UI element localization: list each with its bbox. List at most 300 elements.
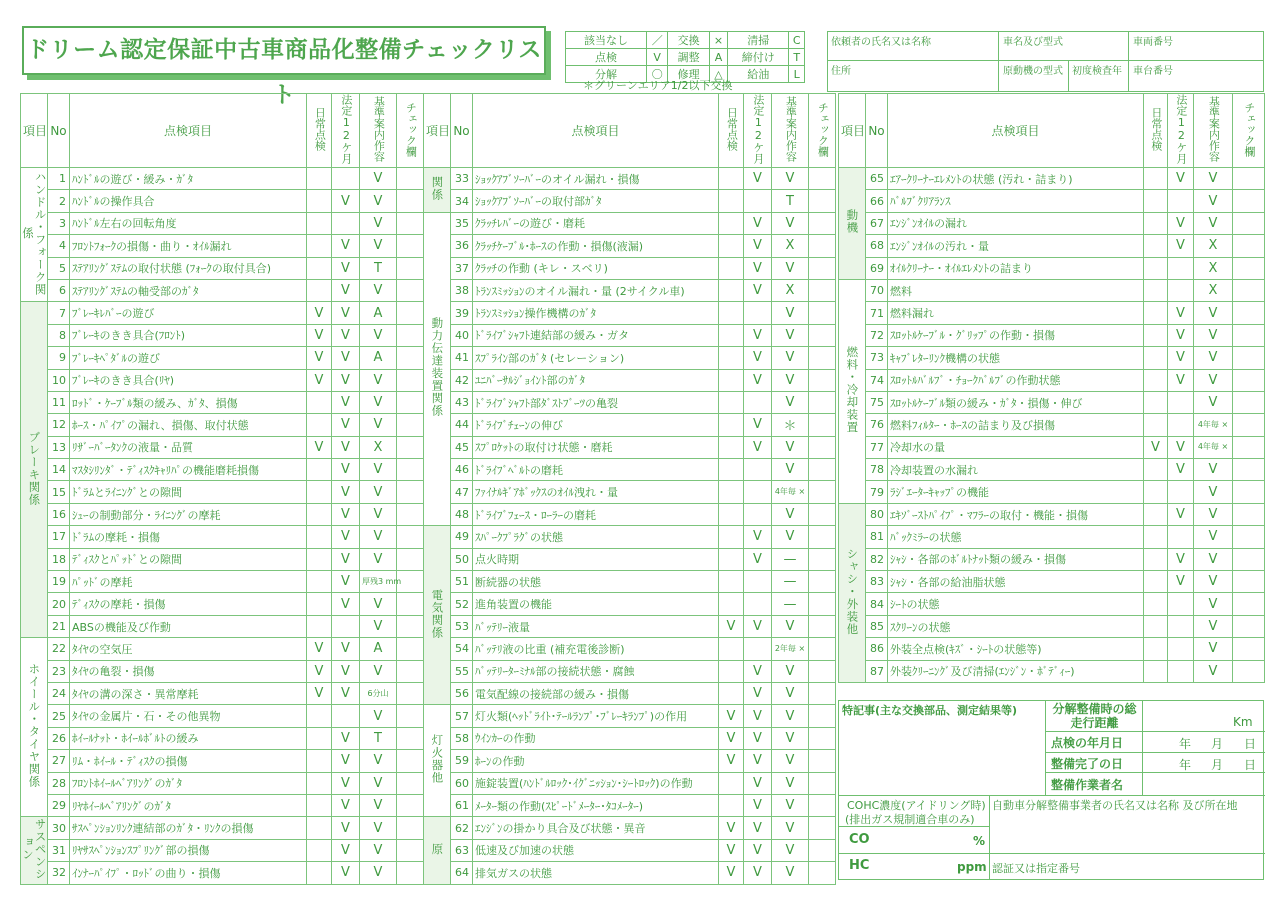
check-cell[interactable] — [809, 347, 836, 369]
category-label: 灯火器他 — [430, 734, 445, 785]
check-cell[interactable] — [809, 257, 836, 279]
standard-mark: V — [360, 235, 397, 257]
daily-mark: V — [1144, 436, 1168, 458]
check-cell[interactable] — [397, 436, 424, 458]
daily-mark: V — [307, 347, 332, 369]
item-text: ｽﾌﾟﾗｲﾝ部のｶﾞﾀ (セレーション) — [473, 347, 719, 369]
daily-mark — [307, 481, 332, 503]
client-name-field[interactable]: 依頼者の氏名又は名称 — [831, 37, 931, 48]
check-cell[interactable] — [1233, 615, 1265, 637]
item-number: 16 — [48, 503, 70, 525]
check-cell[interactable] — [1233, 548, 1265, 570]
check-cell[interactable] — [809, 839, 836, 861]
header-item: 項目 — [424, 94, 451, 168]
category-label: シャシ・外装他 — [845, 547, 860, 636]
standard-mark: V — [772, 660, 809, 682]
header-daily — [307, 94, 332, 168]
item-number: 22 — [48, 638, 70, 660]
check-cell[interactable] — [397, 369, 424, 391]
item-text: ｽﾛｯﾄﾙｹｰﾌﾞﾙ・ｸﾞﾘｯﾌﾟの作動・損傷 — [888, 324, 1144, 346]
check-cell[interactable] — [397, 705, 424, 727]
standard-mark: V — [360, 190, 397, 212]
car-name-field[interactable]: 車名及び型式 — [1003, 37, 1063, 48]
legal-mark — [744, 391, 772, 413]
check-cell[interactable] — [1233, 459, 1265, 481]
vehicle-info-block — [827, 31, 1264, 92]
daily-mark: V — [719, 705, 744, 727]
item-text: 低速及び加速の状態 — [473, 839, 719, 861]
header-legal-label: 法定12ケ月 — [751, 94, 765, 164]
item-number: 13 — [48, 436, 70, 458]
check-cell[interactable] — [397, 794, 424, 816]
checklist-row — [21, 168, 424, 190]
legal-mark: V — [1168, 548, 1194, 570]
check-cell[interactable] — [1233, 279, 1265, 301]
check-cell[interactable] — [1233, 436, 1265, 458]
item-number: 8 — [48, 324, 70, 346]
item-text: ｴﾝｼﾞﾝの掛かり具合及び状態・異音 — [473, 817, 719, 839]
daily-mark — [1144, 414, 1168, 436]
item-number: 62 — [451, 817, 473, 839]
chassis-number-field[interactable]: 車台番号 — [1133, 66, 1173, 77]
daily-mark: V — [307, 302, 332, 324]
header-check-label: チェック欄 — [816, 101, 830, 157]
standard-mark: V — [772, 862, 809, 884]
item-text: ﾊﾞｯﾃﾘｰﾀｰﾐﾅﾙ部の接続状態・腐蝕 — [473, 660, 719, 682]
item-text: ﾘﾑ・ﾎｲｰﾙ・ﾃﾞｨｽｸの損傷 — [70, 750, 307, 772]
check-cell[interactable] — [397, 324, 424, 346]
legal-mark — [332, 705, 360, 727]
item-text: ﾏｽﾀｼﾘﾝﾀﾞ・ﾃﾞｨｽｸｷｬﾘﾊﾟの機能磨耗損傷 — [70, 459, 307, 481]
check-cell[interactable] — [809, 817, 836, 839]
check-cell[interactable] — [1233, 414, 1265, 436]
legal-mark — [744, 503, 772, 525]
header-check — [809, 94, 836, 168]
item-text: ﾄﾞﾗｲﾌﾞﾌｪｰｽ・ﾛｰﾗｰの磨耗 — [473, 503, 719, 525]
check-cell[interactable] — [809, 727, 836, 749]
cert-label: 認証又は指定番号 — [992, 862, 1080, 875]
daily-mark — [719, 391, 744, 413]
item-number: 75 — [866, 391, 888, 413]
standard-mark: V — [772, 391, 809, 413]
item-number: 29 — [48, 794, 70, 816]
check-cell[interactable] — [809, 391, 836, 413]
legal-mark: V — [1168, 369, 1194, 391]
standard-mark: V — [772, 682, 809, 704]
check-cell[interactable] — [397, 414, 424, 436]
checklist-row — [21, 503, 424, 525]
checklist-row — [424, 660, 836, 682]
check-cell[interactable] — [809, 503, 836, 525]
daily-mark — [1144, 548, 1168, 570]
check-cell[interactable] — [397, 839, 424, 861]
daily-mark — [307, 615, 332, 637]
check-cell[interactable] — [1233, 503, 1265, 525]
check-cell[interactable] — [1233, 235, 1265, 257]
standard-mark: V — [772, 727, 809, 749]
check-cell[interactable] — [809, 324, 836, 346]
check-cell[interactable] — [397, 235, 424, 257]
item-text: ｴｱｰｸﾘｰﾅｰｴﾚﾒﾝﾄの状態 (汚れ・詰まり) — [888, 168, 1144, 190]
check-cell[interactable] — [809, 862, 836, 884]
header-legal — [332, 94, 360, 168]
checklist-row — [424, 481, 836, 503]
legend-cell: 清掃 — [728, 32, 789, 49]
item-text: ｼｭｰの制動部分・ﾗｲﾆﾝｸﾞの摩耗 — [70, 503, 307, 525]
legal-mark: V — [332, 481, 360, 503]
item-number: 81 — [866, 526, 888, 548]
check-cell[interactable] — [397, 750, 424, 772]
standard-mark: T — [360, 257, 397, 279]
category-cell — [839, 503, 866, 682]
standard-mark: 6分山 — [360, 682, 397, 704]
legal-mark: V — [1168, 571, 1194, 593]
legend-row — [566, 32, 805, 49]
legend-cell: V — [646, 49, 668, 66]
item-text: ｼｬｼ・各部のﾎﾞﾙﾄﾅｯﾄ類の緩み・損傷 — [888, 548, 1144, 570]
item-number: 25 — [48, 705, 70, 727]
check-cell[interactable] — [397, 459, 424, 481]
item-text: 燃料漏れ — [888, 302, 1144, 324]
check-cell[interactable] — [397, 817, 424, 839]
header-legal — [744, 94, 772, 168]
daily-mark — [719, 212, 744, 234]
legend-cell: T — [789, 49, 805, 66]
legal-mark: V — [332, 190, 360, 212]
legal-mark: V — [332, 839, 360, 861]
checklist-row — [839, 190, 1265, 212]
check-cell[interactable] — [1233, 391, 1265, 413]
check-cell[interactable] — [397, 190, 424, 212]
checklist-row — [424, 593, 836, 615]
daily-mark — [307, 235, 332, 257]
check-cell[interactable] — [809, 571, 836, 593]
daily-mark — [719, 593, 744, 615]
checklist-row — [839, 324, 1265, 346]
category-cell — [424, 168, 451, 213]
item-number: 67 — [866, 212, 888, 234]
item-text: ｵｲﾙｸﾘｰﾅｰ・ｵｲﾙｴﾚﾒﾝﾄの詰まり — [888, 257, 1144, 279]
item-number: 71 — [866, 302, 888, 324]
daily-mark — [1144, 257, 1168, 279]
item-text: 外装全点検(ｷｽﾞ・ｼｰﾄの状態等) — [888, 638, 1144, 660]
address-field[interactable]: 住所 — [831, 66, 851, 77]
daily-mark — [307, 705, 332, 727]
checklist-row — [21, 391, 424, 413]
check-cell[interactable] — [397, 593, 424, 615]
checklist-row — [839, 481, 1265, 503]
daily-mark — [307, 503, 332, 525]
page-title: ドリーム認定保証中古車商品化整備チェックリスト — [26, 37, 542, 108]
item-number: 27 — [48, 750, 70, 772]
standard-mark: V — [772, 839, 809, 861]
check-cell[interactable] — [397, 257, 424, 279]
checklist-row — [424, 436, 836, 458]
checklist-row — [21, 369, 424, 391]
check-cell[interactable] — [397, 503, 424, 525]
standard-mark: V — [772, 794, 809, 816]
item-number: 15 — [48, 481, 70, 503]
standard-mark: V — [1194, 168, 1233, 190]
checklist-row — [839, 414, 1265, 436]
check-cell[interactable] — [397, 638, 424, 660]
header-point: 点検項目 — [473, 94, 719, 168]
daily-mark — [307, 190, 332, 212]
standard-mark: V — [1194, 548, 1233, 570]
checklist-row — [21, 302, 424, 324]
category-label: ブレーキ関係 — [27, 430, 42, 506]
daily-mark — [719, 190, 744, 212]
item-number: 1 — [48, 168, 70, 190]
checklist-row — [21, 794, 424, 816]
check-cell[interactable] — [1233, 212, 1265, 234]
daily-mark — [307, 414, 332, 436]
standard-mark: X — [1194, 257, 1233, 279]
daily-mark — [307, 257, 332, 279]
standard-mark: A — [360, 638, 397, 660]
check-cell[interactable] — [809, 750, 836, 772]
standard-mark: V — [360, 660, 397, 682]
checklist-row — [21, 347, 424, 369]
checklist-section-1 — [20, 93, 424, 885]
item-number: 61 — [451, 794, 473, 816]
legend-cell: 分解 — [566, 66, 647, 83]
standard-mark: V — [360, 839, 397, 861]
check-cell[interactable] — [809, 414, 836, 436]
check-cell[interactable] — [809, 302, 836, 324]
item-text: 電気配線の接続部の緩み・損傷 — [473, 682, 719, 704]
item-text: ﾌﾛﾝﾄﾌｫｰｸの損傷・曲り・ｵｲﾙ漏れ — [70, 235, 307, 257]
check-cell[interactable] — [809, 459, 836, 481]
daily-mark — [1144, 302, 1168, 324]
standard-mark: V — [1194, 638, 1233, 660]
check-cell[interactable] — [809, 682, 836, 704]
standard-mark: ＊ — [772, 414, 809, 436]
check-cell[interactable] — [1233, 324, 1265, 346]
legend-cell: 点検 — [566, 49, 647, 66]
check-cell[interactable] — [397, 548, 424, 570]
legal-mark — [332, 615, 360, 637]
check-cell[interactable] — [1233, 638, 1265, 660]
standard-mark: V — [1194, 615, 1233, 637]
checklist-row — [21, 481, 424, 503]
standard-mark: V — [360, 279, 397, 301]
check-cell[interactable] — [397, 727, 424, 749]
check-cell[interactable] — [1233, 257, 1265, 279]
legal-mark: V — [332, 571, 360, 593]
item-text: ｲﾝﾅｰﾊﾟｲﾌﾟ・ﾛｯﾄﾞの曲り・損傷 — [70, 862, 307, 884]
category-cell — [21, 638, 48, 817]
daily-mark: V — [307, 682, 332, 704]
daily-mark — [719, 526, 744, 548]
legend-row — [566, 49, 805, 66]
item-text: ﾃﾞｨｽｸの摩耗・損傷 — [70, 593, 307, 615]
daily-mark — [1144, 503, 1168, 525]
check-cell[interactable] — [397, 302, 424, 324]
header-check — [397, 94, 424, 168]
legal-mark — [744, 593, 772, 615]
item-number: 84 — [866, 593, 888, 615]
check-cell[interactable] — [397, 481, 424, 503]
legend-cell: ／ — [646, 32, 668, 49]
item-number: 20 — [48, 593, 70, 615]
legal-mark: V — [744, 750, 772, 772]
check-cell[interactable] — [1233, 302, 1265, 324]
legal-mark: V — [332, 682, 360, 704]
header-standard-label: 基準案内作容 — [372, 96, 386, 162]
check-cell[interactable] — [809, 548, 836, 570]
legend-cell: 給油 — [728, 66, 789, 83]
checklist-row — [424, 279, 836, 301]
checklist-row — [839, 593, 1265, 615]
daily-mark — [307, 548, 332, 570]
standard-mark: V — [360, 459, 397, 481]
daily-mark: V — [307, 324, 332, 346]
check-cell[interactable] — [809, 794, 836, 816]
check-cell[interactable] — [1233, 190, 1265, 212]
check-cell[interactable] — [1233, 369, 1265, 391]
item-text: ﾊﾞｯﾃﾘ液の比重 (補充電後診断) — [473, 638, 719, 660]
check-cell[interactable] — [809, 436, 836, 458]
check-cell[interactable] — [809, 638, 836, 660]
item-text: ﾀｲﾔの溝の深さ・異常摩耗 — [70, 682, 307, 704]
item-text: ｼｮｯｸｱﾌﾞｿｰﾊﾞｰの取付部ｶﾞﾀ — [473, 190, 719, 212]
item-text: ｴﾝｼﾞﾝｵｲﾙの汚れ・量 — [888, 235, 1144, 257]
legal-mark: V — [332, 593, 360, 615]
check-cell[interactable] — [397, 279, 424, 301]
legal-mark: V — [332, 660, 360, 682]
check-cell[interactable] — [1233, 481, 1265, 503]
legal-mark: V — [744, 615, 772, 637]
item-number: 32 — [48, 862, 70, 884]
check-cell[interactable] — [809, 168, 836, 190]
check-cell[interactable] — [397, 212, 424, 234]
legal-mark — [744, 571, 772, 593]
legal-mark: V — [332, 638, 360, 660]
item-number: 83 — [866, 571, 888, 593]
check-cell[interactable] — [809, 593, 836, 615]
check-cell[interactable] — [809, 212, 836, 234]
legal-mark: V — [332, 459, 360, 481]
check-cell[interactable] — [809, 190, 836, 212]
item-number: 33 — [451, 168, 473, 190]
check-cell[interactable] — [1233, 168, 1265, 190]
legal-mark: V — [332, 347, 360, 369]
daily-mark: V — [719, 839, 744, 861]
header-row — [424, 94, 836, 168]
checklist-row — [424, 682, 836, 704]
checklist-row — [21, 279, 424, 301]
item-number: 38 — [451, 279, 473, 301]
title-box — [22, 26, 546, 108]
item-text: 断続器の状態 — [473, 571, 719, 593]
standard-mark: V — [772, 503, 809, 525]
check-cell[interactable] — [397, 615, 424, 637]
check-cell[interactable] — [397, 660, 424, 682]
legend-cell: △ — [709, 66, 727, 83]
standard-mark: V — [1194, 324, 1233, 346]
check-cell[interactable] — [397, 526, 424, 548]
checklist-row — [839, 168, 1265, 190]
legal-mark — [1168, 391, 1194, 413]
check-cell[interactable] — [809, 279, 836, 301]
co-label: CO — [849, 832, 870, 847]
check-cell[interactable] — [809, 235, 836, 257]
checklist-row — [839, 548, 1265, 570]
check-cell[interactable] — [809, 705, 836, 727]
standard-mark: V — [1194, 526, 1233, 548]
checklist-row — [21, 459, 424, 481]
check-cell[interactable] — [809, 369, 836, 391]
item-number: 39 — [451, 302, 473, 324]
checklist-row — [424, 615, 836, 637]
item-text: ﾄﾗﾝｽﾐｯｼｮﾝのオイル漏れ・量 (2サイクル車) — [473, 279, 719, 301]
item-number: 59 — [451, 750, 473, 772]
standard-mark: 4年毎 × — [1194, 414, 1233, 436]
check-cell[interactable] — [809, 526, 836, 548]
check-cell[interactable] — [1233, 660, 1265, 682]
check-cell[interactable] — [397, 772, 424, 794]
check-cell[interactable] — [397, 391, 424, 413]
check-cell[interactable] — [1233, 593, 1265, 615]
check-cell[interactable] — [397, 682, 424, 704]
first-inspection-field[interactable]: 初度検査年 — [1072, 66, 1122, 77]
check-cell[interactable] — [809, 772, 836, 794]
check-cell[interactable] — [1233, 571, 1265, 593]
checklist-row — [424, 257, 836, 279]
item-number: 11 — [48, 391, 70, 413]
item-text: ｼｰﾄの状態 — [888, 593, 1144, 615]
header-standard — [1194, 94, 1233, 168]
legal-mark — [332, 168, 360, 190]
legend-cell: 締付け — [728, 49, 789, 66]
engine-type-field[interactable]: 原動機の型式 — [1003, 66, 1063, 77]
legal-mark: V — [1168, 168, 1194, 190]
checklist-row — [839, 526, 1265, 548]
check-cell[interactable] — [397, 168, 424, 190]
checklist-row — [424, 705, 836, 727]
standard-mark: 4年毎 × — [1194, 436, 1233, 458]
legal-mark: V — [332, 750, 360, 772]
check-cell[interactable] — [809, 481, 836, 503]
check-cell[interactable] — [809, 660, 836, 682]
legal-mark: V — [332, 727, 360, 749]
checklist-row — [424, 526, 836, 548]
checklist-row — [839, 347, 1265, 369]
daily-mark — [307, 212, 332, 234]
check-cell[interactable] — [809, 615, 836, 637]
standard-mark: V — [360, 750, 397, 772]
check-cell[interactable] — [1233, 347, 1265, 369]
legend-cell: 交換 — [668, 32, 709, 49]
car-number-field[interactable]: 車両番号 — [1133, 37, 1173, 48]
legend-cell: 該当なし — [566, 32, 647, 49]
check-cell[interactable] — [397, 347, 424, 369]
standard-mark: V — [772, 772, 809, 794]
checklist-row — [839, 459, 1265, 481]
legal-mark: V — [332, 503, 360, 525]
standard-mark: V — [1194, 660, 1233, 682]
legal-mark: V — [332, 279, 360, 301]
legal-mark: V — [744, 682, 772, 704]
standard-mark: V — [1194, 593, 1233, 615]
category-label: 原 — [430, 842, 445, 856]
item-text: ｽﾊﾟｰｸﾌﾟﾗｸﾞの状態 — [473, 526, 719, 548]
check-cell[interactable] — [1233, 526, 1265, 548]
legal-mark — [1168, 615, 1194, 637]
check-cell[interactable] — [397, 862, 424, 884]
item-text: ﾄﾞﾗｲﾌﾞﾁｪｰﾝの伸び — [473, 414, 719, 436]
